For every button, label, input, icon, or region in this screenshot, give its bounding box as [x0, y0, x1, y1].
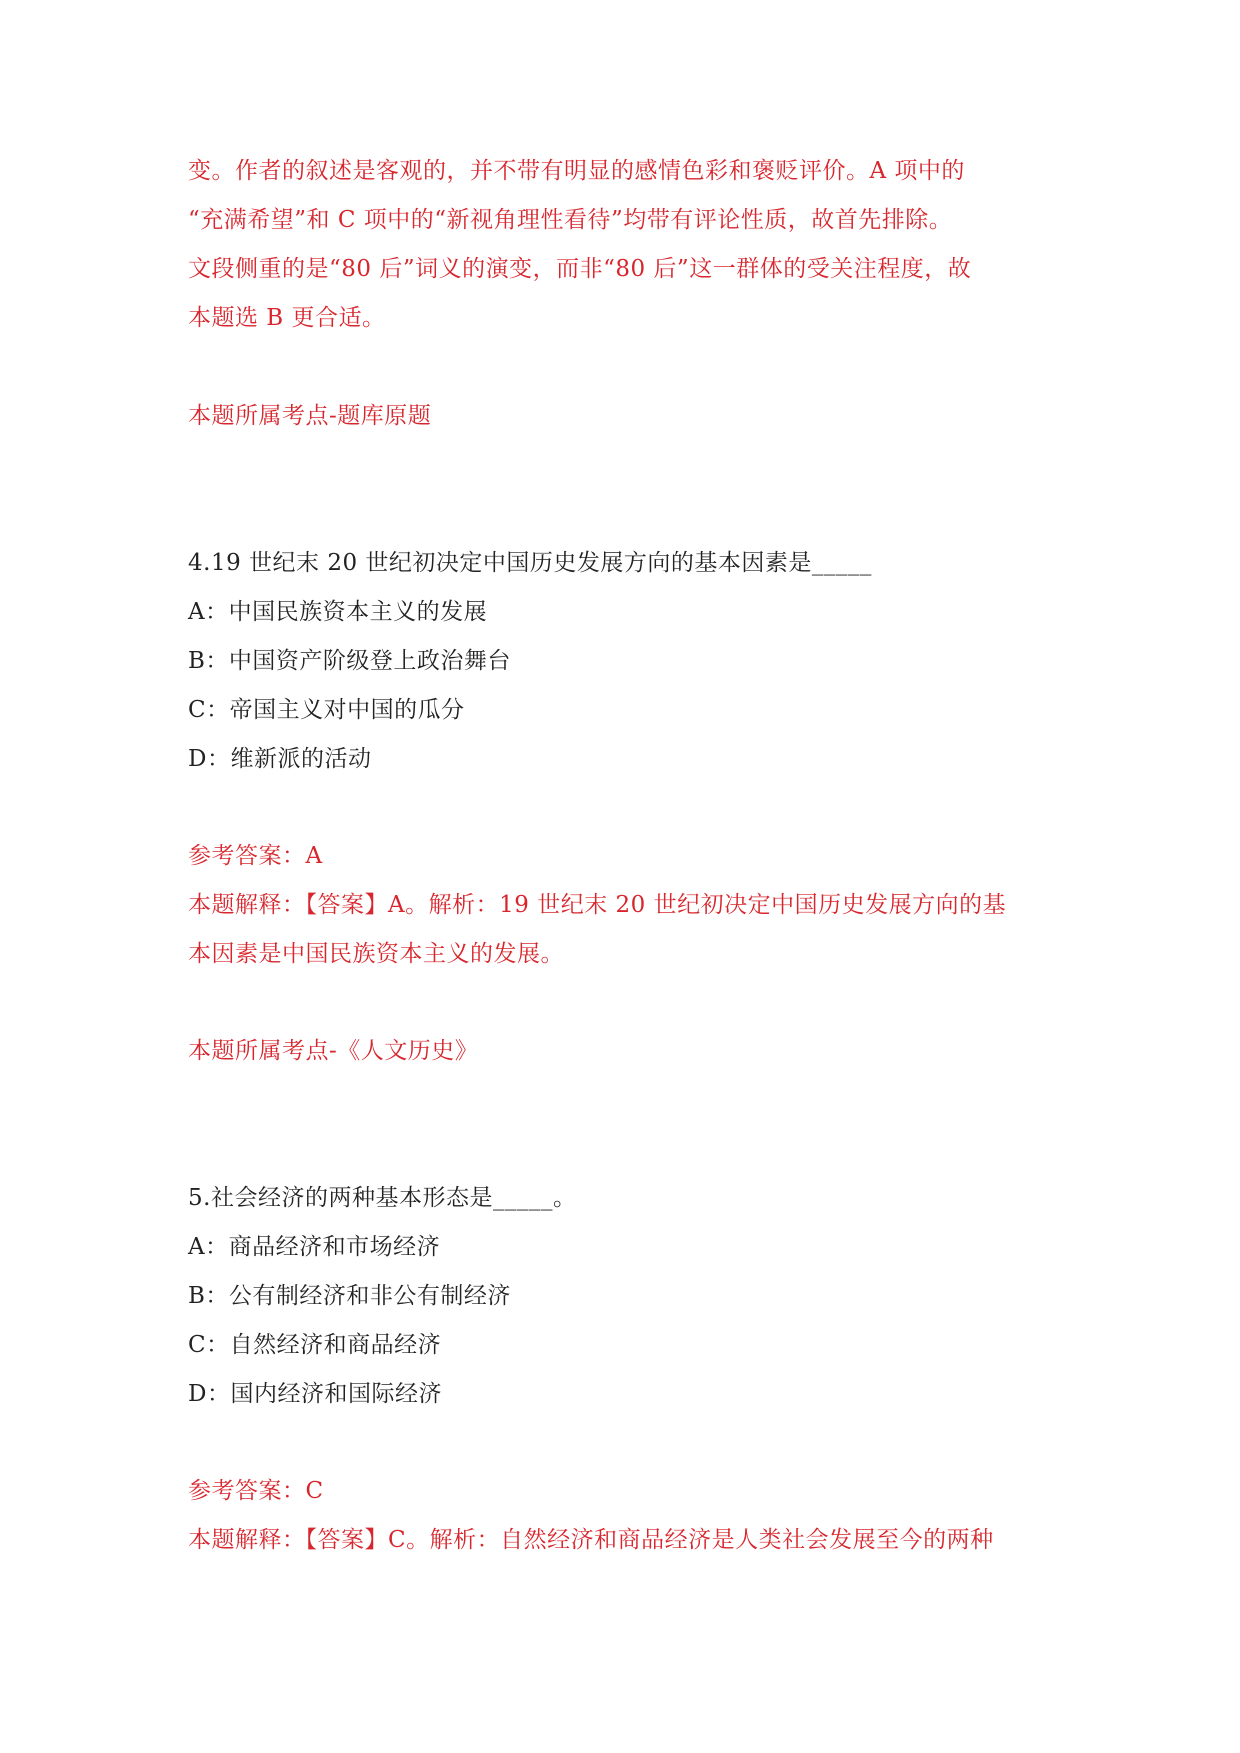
q4-option-a: A：中国民族资本主义的发展: [188, 599, 488, 625]
q5-option-c: C：自然经济和商品经济: [188, 1332, 442, 1358]
q5-question: 5.社会经济的两种基本形态是_____。: [188, 1185, 577, 1211]
q4-question: 4.19 世纪末 20 世纪初决定中国历史发展方向的基本因素是_____: [188, 550, 872, 576]
q4-option-d: D：维新派的活动: [188, 746, 372, 772]
q5-answer: 参考答案：C: [188, 1478, 324, 1504]
q4-option-b: B：中国资产阶级登上政治舞台: [188, 648, 511, 674]
q5-option-a: A：商品经济和市场经济: [188, 1234, 441, 1260]
q5-option-d: D：国内经济和国际经济: [188, 1381, 442, 1407]
q5-explanation-line-1: 本题解释：【答案】C。解析：自然经济和商品经济是人类社会发展至今的两种: [188, 1527, 994, 1553]
q4-explanation-line-1: 本题解释：【答案】A。解析：19 世纪末 20 世纪初决定中国历史发展方向的基: [188, 892, 1007, 918]
prev-explanation-line-1: 变。作者的叙述是客观的，并不带有明显的感情色彩和褒贬评价。A 项中的: [188, 158, 965, 184]
prev-explanation-line-2: “充满希望”和 C 项中的“新视角理性看待”均带有评论性质，故首先排除。: [188, 207, 953, 233]
prev-explanation-line-3: 文段侧重的是“80 后”词义的演变，而非“80 后”这一群体的受关注程度，故: [188, 256, 972, 282]
q4-option-c: C：帝国主义对中国的瓜分: [188, 697, 465, 723]
prev-explanation-line-4: 本题选 B 更合适。: [188, 305, 386, 331]
q4-answer: 参考答案：A: [188, 843, 323, 869]
q5-option-b: B：公有制经济和非公有制经济: [188, 1283, 511, 1309]
prev-topic: 本题所属考点-题库原题: [188, 403, 432, 429]
q4-explanation-line-2: 本因素是中国民族资本主义的发展。: [188, 941, 564, 967]
q4-topic: 本题所属考点-《人文历史》: [188, 1038, 479, 1064]
